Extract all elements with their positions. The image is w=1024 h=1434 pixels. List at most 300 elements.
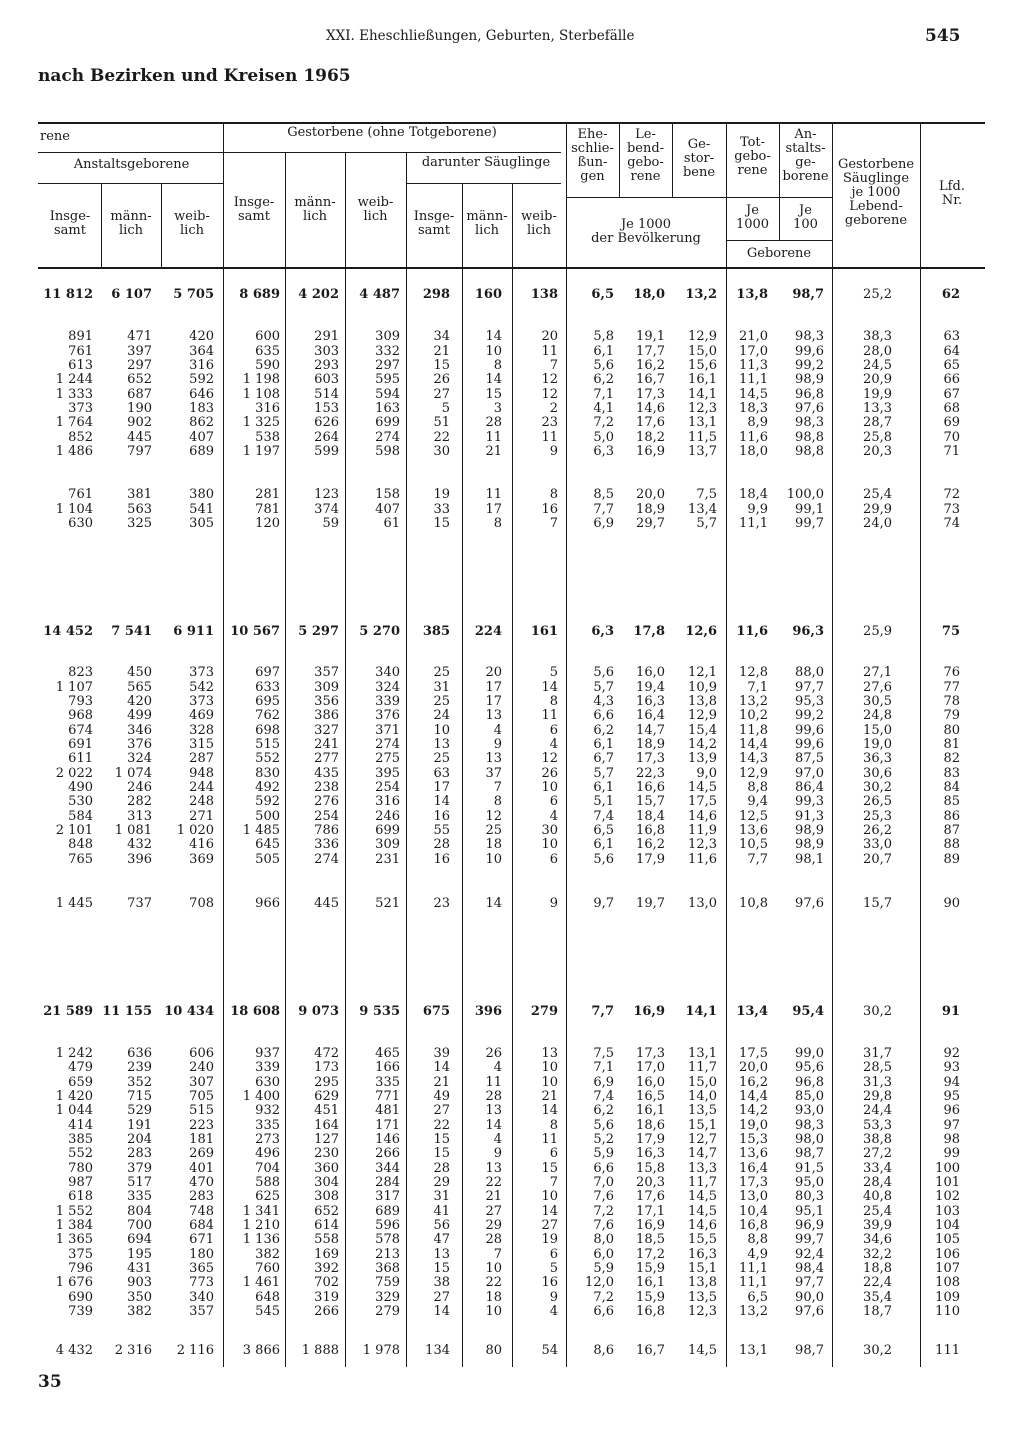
table-cell: 335 [375, 1075, 400, 1090]
table-cell: 7,5 [696, 487, 717, 502]
header-g-maennlich: männ- lich [294, 195, 336, 224]
table-cell: 80,3 [795, 1189, 824, 1204]
table-cell: 373 [189, 694, 214, 709]
table-cell: 266 [375, 1146, 400, 1161]
table-cell: 28,4 [863, 1175, 892, 1190]
table-cell: 10 [541, 1075, 558, 1090]
table-cell: 14,5 [688, 1189, 717, 1204]
table-cell: 190 [127, 401, 152, 416]
table-cell: 9 535 [359, 1004, 400, 1019]
table-cell: 92 [943, 1046, 960, 1061]
table-cell: 11 [485, 487, 502, 502]
table-cell: 804 [127, 1204, 152, 1219]
table-cell: 14,7 [688, 1146, 717, 1161]
table-cell: 385 [422, 624, 450, 639]
table-cell: 171 [375, 1118, 400, 1133]
table-cell: 21 [433, 1075, 450, 1090]
table-cell: 20,0 [739, 1060, 768, 1075]
table-cell: 17,9 [636, 1132, 665, 1147]
table-cell: 77 [943, 680, 960, 695]
table-cell: 7,7 [747, 852, 768, 867]
table-cell: 68 [943, 401, 960, 416]
table-cell: 18,9 [636, 737, 665, 752]
table-cell: 12,3 [688, 1304, 717, 1319]
table-cell: 51 [433, 415, 450, 430]
table-cell: 10 [433, 723, 450, 738]
table-cell: 12,8 [739, 665, 768, 680]
table-cell: 308 [314, 1189, 339, 1204]
table-cell: 248 [189, 794, 214, 809]
table-cell: 14,5 [739, 387, 768, 402]
table-cell: 166 [375, 1060, 400, 1075]
table-cell: 28 [485, 415, 502, 430]
table-cell: 279 [375, 1304, 400, 1319]
table-cell: 357 [314, 665, 339, 680]
table-cell: 21 [433, 344, 450, 359]
table-cell: 414 [68, 1118, 93, 1133]
top-rule [38, 122, 985, 124]
table-cell: 17,3 [636, 1046, 665, 1061]
table-cell: 594 [375, 387, 400, 402]
table-cell: 224 [474, 624, 502, 639]
table-cell: 8,0 [593, 1232, 614, 1247]
table-cell: 30,2 [863, 1343, 892, 1358]
table-cell: 385 [68, 1132, 93, 1147]
table-cell: 7,2 [593, 1204, 614, 1219]
table-cell: 645 [255, 837, 280, 852]
table-cell: 91,3 [795, 809, 824, 824]
table-cell: 138 [530, 287, 558, 302]
table-cell: 99,7 [795, 516, 824, 531]
table-cell: 16,8 [636, 823, 665, 838]
table-row [0, 1047, 1024, 1061]
table-cell: 95 [943, 1089, 960, 1104]
table-cell: 18,5 [636, 1232, 665, 1247]
table-cell: 98,7 [795, 1343, 824, 1358]
table-cell: 7,4 [593, 1089, 614, 1104]
table-cell: 797 [127, 444, 152, 459]
table-cell: 273 [255, 1132, 280, 1147]
table-cell: 10 [485, 1261, 502, 1276]
table-cell: 183 [189, 401, 214, 416]
table-cell: 99,0 [795, 1046, 824, 1061]
table-cell: 10 [541, 780, 558, 795]
table-cell: 269 [189, 1146, 214, 1161]
table-cell: 161 [530, 624, 558, 639]
table-row [0, 1061, 1024, 1075]
table-cell: 6,7 [593, 751, 614, 766]
table-cell: 15,0 [688, 344, 717, 359]
table-cell: 17,3 [739, 1175, 768, 1190]
table-cell: 78 [943, 694, 960, 709]
table-cell: 3 [493, 401, 502, 416]
table-cell: 13,8 [688, 1275, 717, 1290]
table-cell: 6,6 [593, 1161, 614, 1176]
table-cell: 24,0 [863, 516, 892, 531]
table-cell: 603 [314, 372, 339, 387]
table-cell: 28,0 [863, 344, 892, 359]
table-cell: 699 [375, 415, 400, 430]
table-cell: 25,9 [863, 624, 892, 639]
header-je-1000-bevoelkerung: Je 1000 der Bevölkerung [591, 217, 701, 246]
rule-anstalts-bottom [38, 183, 223, 184]
table-cell: 748 [189, 1204, 214, 1219]
table-cell: 21 589 [43, 1004, 93, 1019]
table-cell: 335 [127, 1189, 152, 1204]
table-row [0, 681, 1024, 695]
table-cell: 435 [314, 766, 339, 781]
table-cell: 16,9 [636, 444, 665, 459]
table-cell: 81 [943, 737, 960, 752]
table-cell: 275 [375, 751, 400, 766]
table-cell: 20 [485, 665, 502, 680]
table-row [0, 1291, 1024, 1305]
table-cell: 7,2 [593, 415, 614, 430]
table-cell: 240 [189, 1060, 214, 1075]
table-cell: 13,4 [688, 502, 717, 517]
header-gestorbene-rate: Ge- stor- bene [682, 137, 716, 180]
table-total-row [0, 625, 1024, 639]
table-cell: 284 [375, 1175, 400, 1190]
table-cell: 56 [433, 1218, 450, 1233]
table-cell: 6,3 [591, 624, 614, 639]
table-cell: 6,5 [747, 1290, 768, 1305]
table-cell: 16,3 [688, 1247, 717, 1262]
table-row [0, 1147, 1024, 1161]
table-cell: 937 [255, 1046, 280, 1061]
table-cell: 98,4 [795, 1261, 824, 1276]
table-cell: 12 [485, 809, 502, 824]
table-cell: 17,6 [636, 1189, 665, 1204]
table-cell: 15,7 [863, 896, 892, 911]
table-cell: 8 [493, 358, 502, 373]
table-cell: 563 [127, 502, 152, 517]
table-cell: 223 [189, 1118, 214, 1133]
table-cell: 373 [189, 665, 214, 680]
header-anstaltsgeborene: Anstaltsgeborene [73, 157, 190, 172]
table-cell: 98,3 [795, 415, 824, 430]
table-cell: 25 [485, 823, 502, 838]
table-cell: 65 [943, 358, 960, 373]
table-cell: 6,5 [591, 287, 614, 302]
table-cell: 30,5 [863, 694, 892, 709]
table-cell: 87,5 [795, 751, 824, 766]
table-cell: 1 341 [242, 1204, 280, 1219]
table-cell: 1 764 [55, 415, 93, 430]
table-row [0, 1190, 1024, 1204]
table-cell: 24,5 [863, 358, 892, 373]
table-cell: 99,2 [795, 358, 824, 373]
table-cell: 1 552 [55, 1204, 93, 1219]
table-cell: 9 [549, 1290, 558, 1305]
table-cell: 28,5 [863, 1060, 892, 1075]
table-cell: 10 567 [230, 624, 280, 639]
table-cell: 823 [68, 665, 93, 680]
table-cell: 6,3 [593, 444, 614, 459]
header-maennlich: männ- lich [110, 209, 152, 238]
table-cell: 39,9 [863, 1218, 892, 1233]
table-cell: 37 [485, 766, 502, 781]
table-cell: 15 [485, 387, 502, 402]
table-cell: 432 [127, 837, 152, 852]
table-cell: 12,0 [585, 1275, 614, 1290]
table-cell: 153 [314, 401, 339, 416]
table-cell: 26,5 [863, 794, 892, 809]
table-cell: 49 [433, 1089, 450, 1104]
table-cell: 16,5 [636, 1089, 665, 1104]
table-cell: 6,5 [593, 823, 614, 838]
table-cell: 20,7 [863, 852, 892, 867]
table-cell: 11,5 [688, 430, 717, 445]
table-cell: 316 [375, 794, 400, 809]
table-cell: 274 [314, 852, 339, 867]
table-cell: 5,2 [593, 1132, 614, 1147]
table-cell: 5 [549, 665, 558, 680]
table-cell: 287 [189, 751, 214, 766]
table-cell: 92,4 [795, 1247, 824, 1262]
table-cell: 33,4 [863, 1161, 892, 1176]
table-cell: 283 [127, 1146, 152, 1161]
table-cell: 684 [189, 1218, 214, 1233]
table-cell: 407 [375, 502, 400, 517]
table-cell: 309 [375, 837, 400, 852]
table-cell: 18,9 [636, 502, 665, 517]
table-cell: 2 316 [114, 1343, 152, 1358]
table-cell: 329 [375, 1290, 400, 1305]
table-cell: 98,0 [795, 1132, 824, 1147]
table-cell: 10 [541, 1060, 558, 1075]
page-marker: 35 [38, 1372, 62, 1392]
table-cell: 94 [943, 1075, 960, 1090]
table-cell: 11,7 [688, 1175, 717, 1190]
table-cell: 18,4 [739, 487, 768, 502]
rule-gestorbene-bottom [223, 152, 561, 153]
table-cell: 966 [255, 896, 280, 911]
table-cell: 17 [433, 780, 450, 795]
table-cell: 11,1 [739, 516, 768, 531]
table-cell: 328 [189, 723, 214, 738]
table-row [0, 666, 1024, 680]
table-cell: 12,9 [739, 766, 768, 781]
table-cell: 465 [375, 1046, 400, 1061]
table-cell: 96,3 [792, 624, 824, 639]
table-cell: 30 [433, 444, 450, 459]
table-cell: 19,7 [636, 896, 665, 911]
table-cell: 104 [935, 1218, 960, 1233]
table-cell: 29,7 [636, 516, 665, 531]
table-cell: 88,0 [795, 665, 824, 680]
table-cell: 105 [935, 1232, 960, 1247]
table-cell: 13,1 [739, 1343, 768, 1358]
table-cell: 98,9 [795, 837, 824, 852]
table-cell: 8 [549, 487, 558, 502]
table-cell: 30,2 [863, 1004, 892, 1019]
table-cell: 10,4 [739, 1204, 768, 1219]
table-cell: 15 [433, 358, 450, 373]
table-cell: 88 [943, 837, 960, 852]
table-cell: 96,8 [795, 1075, 824, 1090]
table-cell: 1 020 [176, 823, 214, 838]
table-cell: 17,2 [636, 1247, 665, 1262]
table-cell: 7 [493, 1247, 502, 1262]
header-je-1000: Je 1000 [735, 203, 770, 232]
table-cell: 13,5 [688, 1290, 717, 1305]
table-cell: 23 [541, 415, 558, 430]
table-cell: 102 [935, 1189, 960, 1204]
table-cell: 98,7 [795, 1146, 824, 1161]
table-cell: 13,8 [736, 287, 768, 302]
table-cell: 4 [549, 1304, 558, 1319]
table-cell: 1 676 [55, 1275, 93, 1290]
table-cell: 420 [127, 694, 152, 709]
table-cell: 625 [255, 1189, 280, 1204]
header-gestorbene: Gestorbene (ohne Totgeborene) [287, 125, 497, 140]
table-cell: 6,2 [593, 372, 614, 387]
table-cell: 700 [127, 1218, 152, 1233]
table-cell: 55 [433, 823, 450, 838]
table-cell: 7,5 [593, 1046, 614, 1061]
table-cell: 7 [493, 780, 502, 795]
header-g-weiblich: weib- lich [357, 195, 394, 224]
table-row [0, 1248, 1024, 1262]
table-cell: 15,9 [636, 1290, 665, 1305]
table-cell: 109 [935, 1290, 960, 1305]
table-cell: 691 [68, 737, 93, 752]
table-cell: 309 [314, 680, 339, 695]
table-cell: 332 [375, 344, 400, 359]
table-cell: 14,5 [688, 1343, 717, 1358]
table-cell: 396 [127, 852, 152, 867]
table-cell: 7 541 [111, 624, 152, 639]
table-cell: 98,3 [795, 1118, 824, 1133]
table-cell: 324 [127, 751, 152, 766]
table-cell: 91,5 [795, 1161, 824, 1176]
header-s-maennlich: männ- lich [466, 209, 508, 238]
table-cell: 7,1 [593, 1060, 614, 1075]
table-cell: 606 [189, 1046, 214, 1061]
table-cell: 715 [127, 1089, 152, 1104]
table-cell: 697 [255, 665, 280, 680]
table-cell: 14,4 [739, 1089, 768, 1104]
table-cell: 675 [422, 1004, 450, 1019]
table-row [0, 503, 1024, 517]
table-cell: 5,8 [593, 329, 614, 344]
table-cell: 27 [485, 1204, 502, 1219]
table-cell: 762 [255, 708, 280, 723]
table-cell: 95,1 [795, 1204, 824, 1219]
table-row [0, 695, 1024, 709]
table-cell: 695 [255, 694, 280, 709]
table-cell: 67 [943, 387, 960, 402]
table-cell: 316 [255, 401, 280, 416]
table-cell: 18,4 [636, 809, 665, 824]
table-cell: 9 [549, 444, 558, 459]
table-cell: 25,3 [863, 809, 892, 824]
table-cell: 307 [189, 1075, 214, 1090]
table-cell: 277 [314, 751, 339, 766]
table-cell: 344 [375, 1161, 400, 1176]
table-cell: 1 486 [55, 444, 93, 459]
table-cell: 15 [541, 1161, 558, 1176]
header-saeuglinge: darunter Säuglinge [421, 155, 551, 170]
table-cell: 1 081 [114, 823, 152, 838]
table-cell: 24,8 [863, 708, 892, 723]
table-cell: 18,8 [863, 1261, 892, 1276]
table-cell: 33 [433, 502, 450, 517]
table-total-row [0, 288, 1024, 302]
table-cell: 4 [493, 1132, 502, 1147]
table-cell: 264 [314, 430, 339, 445]
table-cell: 5 [549, 1261, 558, 1276]
table-cell: 1 108 [242, 387, 280, 402]
table-cell: 848 [68, 837, 93, 852]
table-cell: 16,1 [636, 1103, 665, 1118]
table-cell: 4 [549, 737, 558, 752]
table-cell: 598 [375, 444, 400, 459]
table-cell: 4 432 [55, 1343, 93, 1358]
table-cell: 648 [255, 1290, 280, 1305]
table-cell: 2 101 [55, 823, 93, 838]
table-cell: 27,2 [863, 1146, 892, 1161]
table-cell: 11,3 [739, 358, 768, 373]
table-cell: 17 [485, 502, 502, 517]
table-cell: 11,7 [688, 1060, 717, 1075]
table-cell: 14 [541, 1204, 558, 1219]
table-cell: 5,6 [593, 665, 614, 680]
header-s-weiblich: weib- lich [521, 209, 557, 238]
table-cell: 14 [485, 896, 502, 911]
table-cell: 13,3 [863, 401, 892, 416]
table-cell: 97,6 [795, 401, 824, 416]
table-cell: 98,9 [795, 823, 824, 838]
table-cell: 687 [127, 387, 152, 402]
table-cell: 6 [549, 723, 558, 738]
table-cell: 5,9 [593, 1261, 614, 1276]
table-cell: 6,1 [593, 780, 614, 795]
table-cell: 379 [127, 1161, 152, 1176]
table-cell: 699 [375, 823, 400, 838]
table-cell: 70 [943, 430, 960, 445]
table-cell: 15,6 [688, 358, 717, 373]
table-cell: 420 [189, 329, 214, 344]
table-cell: 14 [485, 372, 502, 387]
table-cell: 862 [189, 415, 214, 430]
table-cell: 552 [68, 1146, 93, 1161]
table-cell: 14,6 [688, 1218, 717, 1233]
table-row [0, 1305, 1024, 1319]
table-cell: 173 [314, 1060, 339, 1075]
table-cell: 1 485 [242, 823, 280, 838]
table-cell: 293 [314, 358, 339, 373]
table-cell: 633 [255, 680, 280, 695]
table-cell: 17,5 [688, 794, 717, 809]
table-cell: 25,8 [863, 430, 892, 445]
table-cell: 618 [68, 1189, 93, 1204]
table-cell: 16 [541, 1275, 558, 1290]
table-row [0, 330, 1024, 344]
table-cell: 17 [485, 694, 502, 709]
table-cell: 14 [485, 329, 502, 344]
table-cell: 15 [433, 1261, 450, 1276]
table-cell: 164 [314, 1118, 339, 1133]
table-cell: 17,0 [636, 1060, 665, 1075]
table-row [0, 1205, 1024, 1219]
table-cell: 356 [314, 694, 339, 709]
table-cell: 31,3 [863, 1075, 892, 1090]
table-cell: 19 [541, 1232, 558, 1247]
table-cell: 376 [375, 708, 400, 723]
table-cell: 5,6 [593, 852, 614, 867]
